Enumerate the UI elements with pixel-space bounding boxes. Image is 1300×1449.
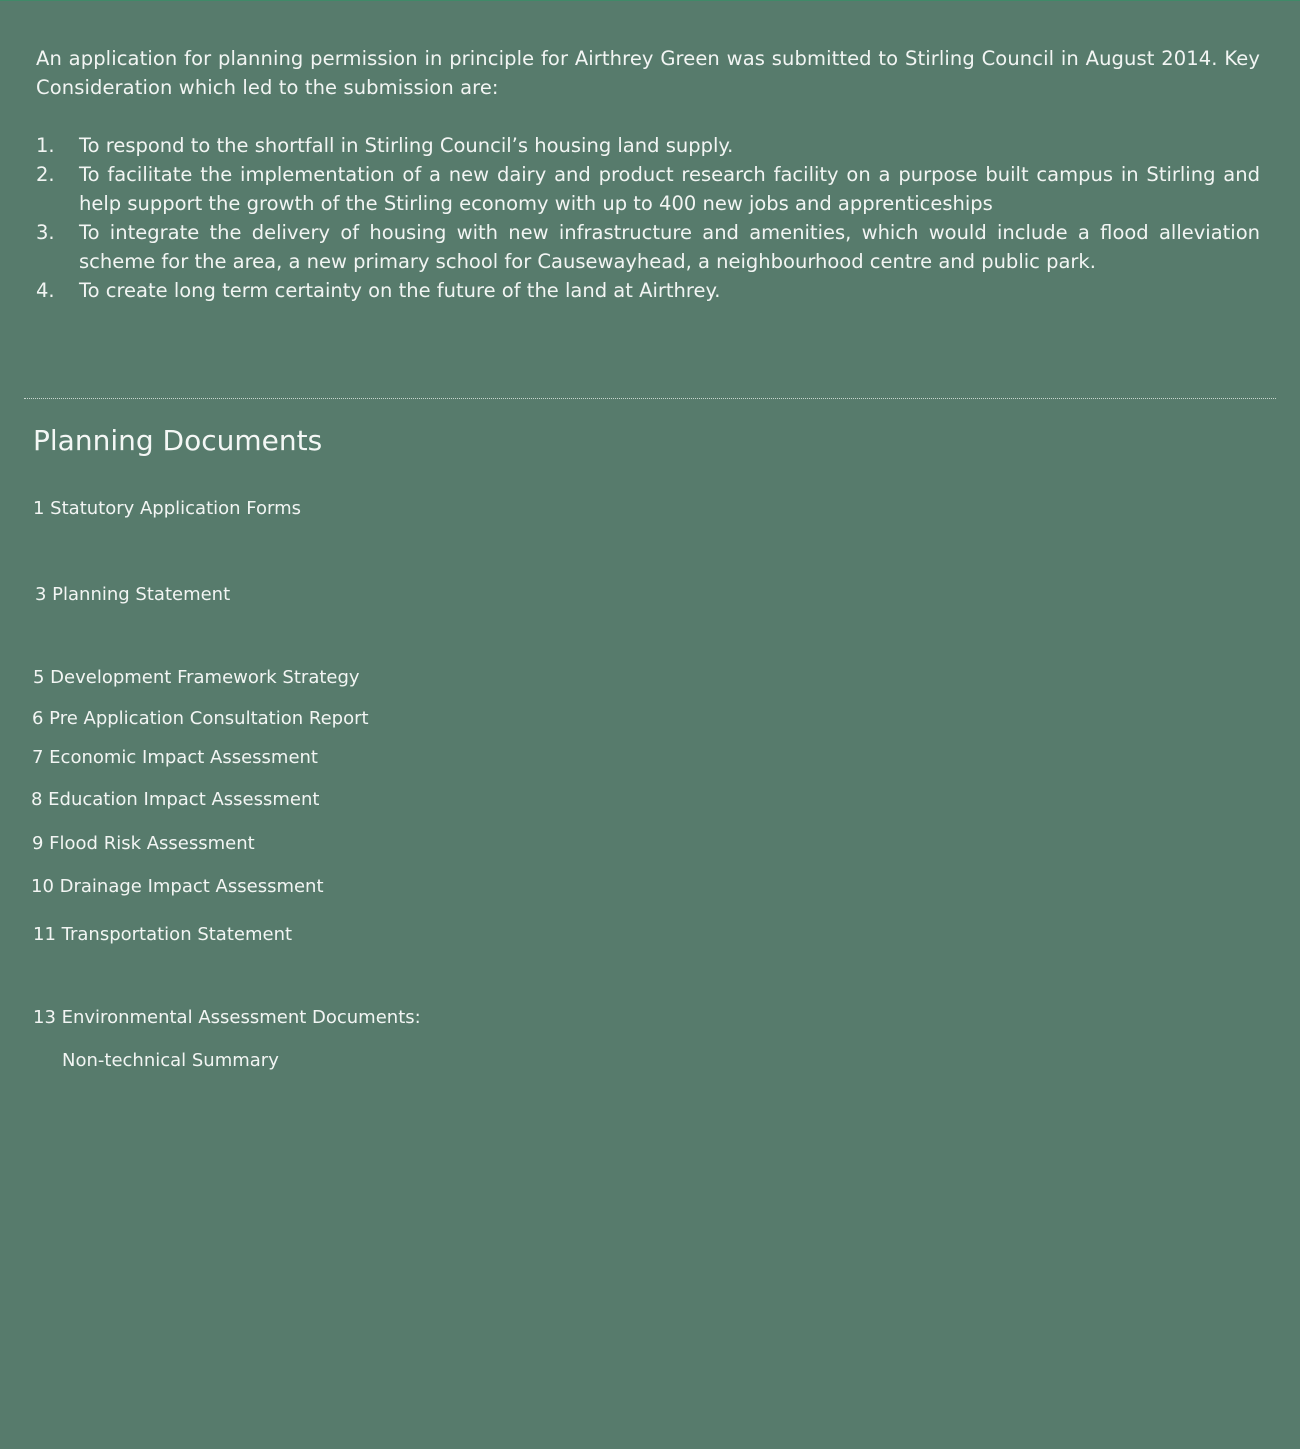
doc-link-planning-statement[interactable]: 3 Planning Statement — [35, 584, 231, 605]
list-item — [36, 160, 1260, 218]
list-item-text: To facilitate the implementation of a new dairy and product research facility on a purpose built campus in Stirling and help support the growth of the Stirling economy with up to 400 new jobs and apprenticeships — [79, 163, 1260, 215]
intro-text-block — [36, 44, 1260, 102]
doc-link-environmental-assessment-documents[interactable]: 13 Environmental Assessment Documents: — [33, 1007, 421, 1028]
key-considerations-list — [36, 131, 1260, 305]
intro-paragraph: An application for planning permission in principle for Airthrey Green was submitted to Stirling Council in August 2014. Key Consideration which led to the submission are: — [36, 47, 1260, 99]
section-divider — [24, 398, 1276, 399]
doc-link-drainage-impact-assessment[interactable]: 10 Drainage Impact Assessment — [31, 876, 324, 897]
list-item-text: To create long term certainty on the future of the land at Airthrey. — [79, 279, 721, 302]
list-item — [36, 276, 1260, 305]
list-item — [36, 131, 1260, 160]
top-border — [0, 0, 1300, 1]
doc-link-pre-application-consultation-report[interactable]: 6 Pre Application Consultation Report — [32, 708, 369, 729]
doc-link-education-impact-assessment[interactable]: 8 Education Impact Assessment — [31, 789, 320, 810]
doc-link-non-technical-summary[interactable]: Non-technical Summary — [62, 1050, 279, 1071]
list-item — [36, 218, 1260, 276]
list-item-number: 4. — [36, 279, 55, 302]
list-item-text: To respond to the shortfall in Stirling Council’s housing land supply. — [79, 134, 734, 157]
list-item-text: To integrate the delivery of housing with new infrastructure and amenities, which would include a flood alleviation scheme for the area, a new primary school for Causewayhead, a neighbourhood centre and public park. — [79, 221, 1260, 273]
list-item-number: 3. — [36, 221, 55, 244]
doc-link-economic-impact-assessment[interactable]: 7 Economic Impact Assessment — [32, 747, 318, 768]
section-title: Planning Documents — [33, 424, 323, 457]
doc-link-development-framework-strategy[interactable]: 5 Development Framework Strategy — [33, 667, 360, 688]
doc-link-transportation-statement[interactable]: 11 Transportation Statement — [33, 924, 293, 945]
list-item-number: 1. — [36, 134, 55, 157]
doc-link-statutory-application-forms[interactable]: 1 Statutory Application Forms — [33, 498, 302, 519]
doc-link-flood-risk-assessment[interactable]: 9 Flood Risk Assessment — [32, 833, 255, 854]
list-item-number: 2. — [36, 163, 55, 186]
